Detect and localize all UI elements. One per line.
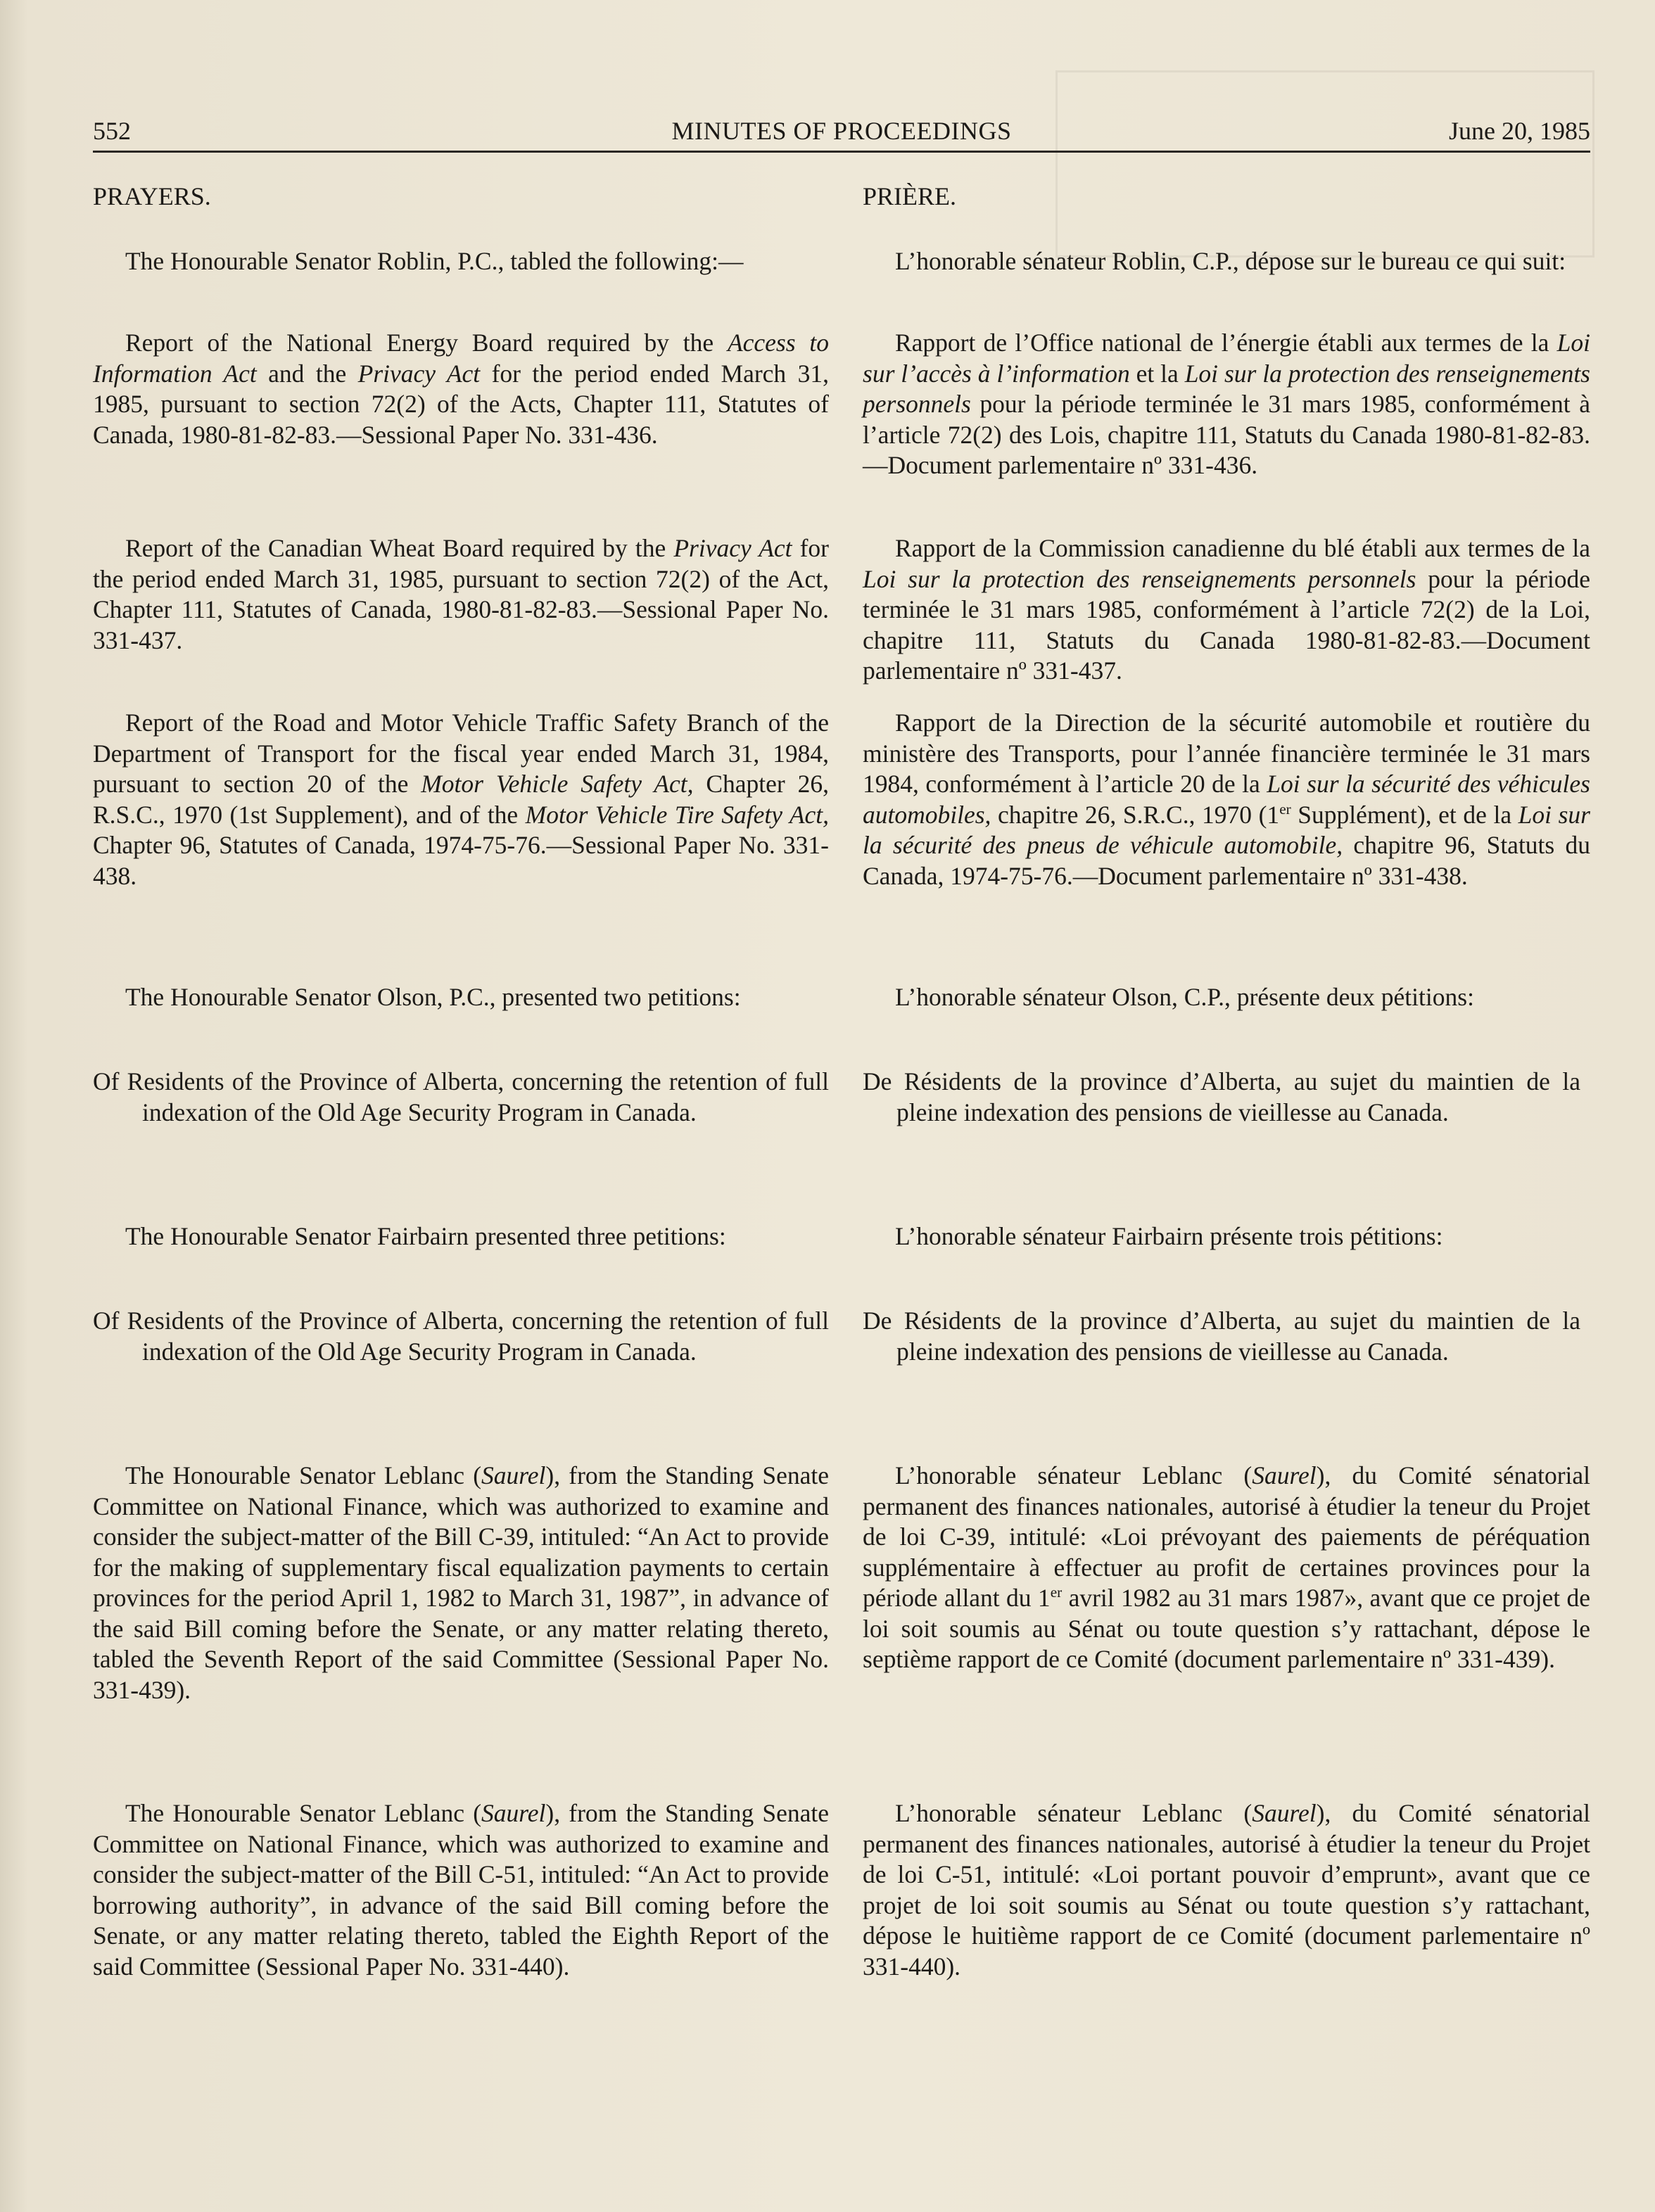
header-date: June 20, 1985: [1449, 117, 1590, 145]
en-paragraph-fairbairn: The Honourable Senator Fairbairn presented three petitions:: [125, 1222, 726, 1250]
fr-paragraph-olson: L’honorable sénateur Olson, C.P., présente deux pétitions:: [895, 983, 1474, 1011]
en-paragraph-bill-c39: The Honourable Senator Leblanc (Saurel), from the Standing Senate Committee on National Finance, which was authorized to examine and consider the subject-matter of the Bill C-39, intituled: “An Act to provide for the making of supplementary fiscal equalization payments to certain provinces for the period April 1, 1982 to March 31, 1987”, in advance of the said Bill coming before the Senate, or any matter relating thereto, tabled the Seventh Report of the said Committee (Sessional Paper No. 331-439).: [93, 1461, 829, 1704]
en-paragraph-energy-board: Report of the National Energy Board required by the Access to Information Act and the Privacy Act for the period ended March 31, 1985, pursuant to section 72(2) of the Acts, Chapter 111, Statutes of Canada, 1980-81-82-83.—Sessional Paper No. 331-436.: [93, 329, 829, 449]
bleed-through-stamp: [1055, 70, 1594, 258]
fr-paragraph-depose: L’honorable sénateur Roblin, C.P., dépose sur le bureau ce qui suit:: [895, 247, 1566, 275]
fr-petition-olson: De Résidents de la province d’Alberta, au sujet du maintien de la pleine indexation des pensions de vieillesse au Canada.: [863, 1067, 1580, 1126]
fr-paragraph-projet-c51: L’honorable sénateur Leblanc (Saurel), du Comité sénatorial permanent des finances nationales, autorisé à étudier la teneur du Projet de loi C-51, intitulé: «Loi portant pouvoir d’emprunt», avant que ce projet de loi soit soumis au Sénat ou toute question s’y rattachant, dépose le huitième rapport de ce Comité (document parlementaire nº 331-440).: [863, 1799, 1591, 1981]
en-paragraph-wheat-board: Report of the Canadian Wheat Board required by the Privacy Act for the period ended March 31, 1985, pursuant to section 72(2) of the Act, Chapter 111, Statutes of Canada, 1980-81-82-83.—Sessional Paper No. 331-437.: [93, 534, 829, 654]
en-paragraph-tabled: The Honourable Senator Roblin, P.C., tabled the following:—: [125, 247, 744, 275]
fr-heading: PRIÈRE.: [863, 182, 957, 210]
en-paragraph-bill-c51: The Honourable Senator Leblanc (Saurel), from the Standing Senate Committee on National Finance, which was authorized to examine and consider the subject-matter of the Bill C-51, intituled: “An Act to provide borrowing authority”, in advance of the said Bill coming before the Senate, or any matter relating thereto, tabled the Eighth Report of the said Committee (Sessional Paper No. 331-440).: [93, 1799, 829, 1981]
en-heading: PRAYERS.: [93, 182, 211, 210]
fr-paragraph-office-energie: Rapport de l’Office national de l’énergie établi aux termes de la Loi sur l’accès à l’information et la Loi sur la protection des renseignements personnels pour la période terminée le 31 mars 1985, conformément à l’article 72(2) des Lois, chapitre 111, Statuts du Canada 1980-81-82-83.—Document parlementaire nº 331-436.: [863, 329, 1591, 479]
en-paragraph-transport: Report of the Road and Motor Vehicle Traffic Safety Branch of the Department of Transport for the fiscal year ended March 31, 1984, pursuant to section 20 of the Motor Vehicle Safety Act, Chapter 26, R.S.C., 1970 (1st Supplement), and of the Motor Vehicle Tire Safety Act, Chapter 96, Statutes of Canada, 1974-75-76.—Sessional Paper No. 331-438.: [93, 708, 829, 890]
fr-paragraph-projet-c39: L’honorable sénateur Leblanc (Saurel), du Comité sénatorial permanent des finances nationales, autorisé à étudier la teneur du Projet de loi C-39, intitulé: «Loi prévoyant des paiements de péréquation supplémentaire à effectuer au profit de certaines provinces pour la période allant du 1er avril 1982 au 31 mars 1987», avant que ce projet de loi soit soumis au Sénat ou toute question s’y rattachant, dépose le septième rapport de ce Comité (document parlementaire nº 331-439).: [863, 1461, 1591, 1673]
page-header: [93, 111, 1590, 153]
fr-petition-fairbairn: De Résidents de la province d’Alberta, au sujet du maintien de la pleine indexation des pensions de vieillesse au Canada.: [863, 1307, 1580, 1366]
fr-paragraph-commission-ble: Rapport de la Commission canadienne du blé établi aux termes de la Loi sur la protection des renseignements personnels pour la période terminée le 31 mars 1985, conformément à l’article 72(2) de la Loi, chapitre 111, Statuts du Canada 1980-81-82-83.—Document parlementaire nº 331-437.: [863, 534, 1590, 685]
running-title: MINUTES OF PROCEEDINGS: [671, 117, 1012, 145]
en-petition-fairbairn: Of Residents of the Province of Alberta, concerning the retention of full indexation of the Old Age Security Program in Canada.: [93, 1307, 829, 1366]
fr-paragraph-fairbairn: L’honorable sénateur Fairbairn présente trois pétitions:: [895, 1222, 1443, 1250]
fr-paragraph-transports: Rapport de la Direction de la sécurité automobile et routière du ministère des Transports, pour l’année financière terminée le 31 mars 1984, conformément à l’article 20 de la Loi sur la sécurité des véhicules automobiles, chapitre 26, S.R.C., 1970 (1er Supplément), et de la Loi sur la sécurité des pneus de véhicule automobile, chapitre 96, Statuts du Canada, 1974-75-76.—Document parlementaire nº 331-438.: [863, 708, 1590, 890]
page-number: 552: [93, 117, 131, 145]
en-paragraph-olson: The Honourable Senator Olson, P.C., presented two petitions:: [125, 983, 741, 1011]
en-petition-olson: Of Residents of the Province of Alberta, concerning the retention of full indexation of the Old Age Security Program in Canada.: [93, 1067, 829, 1126]
